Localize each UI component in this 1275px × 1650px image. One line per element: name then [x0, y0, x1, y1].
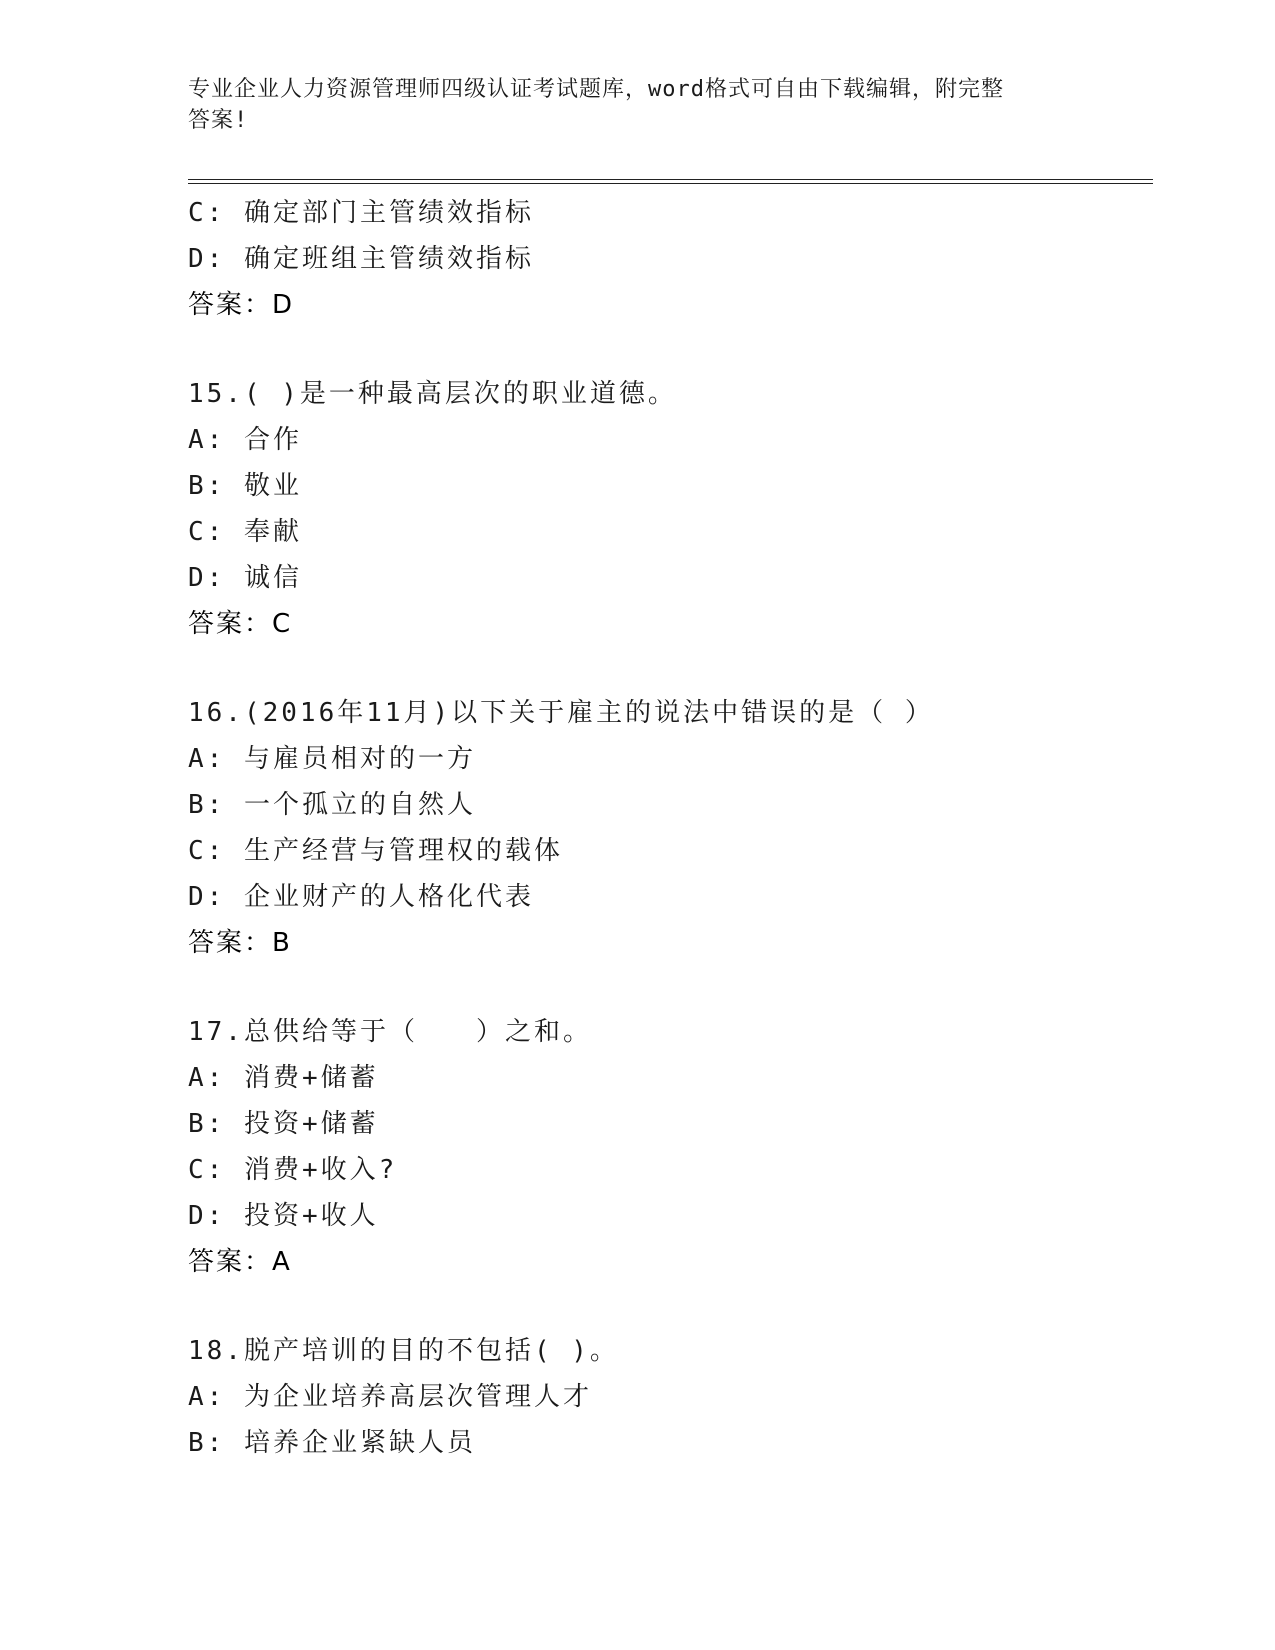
option-b: B: 敬业	[188, 471, 302, 501]
option-b: B: 培养企业紧缺人员	[188, 1428, 476, 1458]
option-c: C: 确定部门主管绩效指标	[188, 198, 534, 228]
answer: 答案：C	[188, 609, 293, 639]
spacer	[188, 328, 1148, 371]
question-stem: 16.(2016年11月)以下关于雇主的说法中错误的是（ ）	[188, 698, 934, 728]
answer: 答案：B	[188, 928, 292, 958]
question-15	[188, 371, 1148, 647]
option-a: A: 消费+储蓄	[188, 1063, 379, 1093]
option-d: D: 投资+收人	[188, 1201, 379, 1231]
option-a: A: 为企业培养高层次管理人才	[188, 1382, 592, 1412]
question-stem: 15.( )是一种最高层次的职业道德。	[188, 379, 677, 409]
header-title-line-1: 专业企业人力资源管理师四级认证考试题库，word格式可自由下载编辑，附完整	[188, 77, 1004, 102]
option-a: A: 与雇员相对的一方	[188, 744, 476, 774]
option-c: C: 奉献	[188, 517, 302, 547]
header-title-line-2: 答案!	[188, 108, 249, 133]
option-c: C: 消费+收入?	[188, 1155, 398, 1185]
question-stem: 18.脱产培训的目的不包括( )。	[188, 1336, 619, 1366]
option-c: C: 生产经营与管理权的载体	[188, 836, 563, 866]
answer: 答案：D	[188, 290, 295, 320]
option-d: D: 诚信	[188, 563, 302, 593]
question-17	[188, 1009, 1148, 1285]
answer: 答案：A	[188, 1247, 292, 1277]
option-a: A: 合作	[188, 425, 302, 455]
question-list	[188, 190, 1148, 1466]
option-d: D: 确定班组主管绩效指标	[188, 244, 534, 274]
question-stem: 17.总供给等于（ ）之和。	[188, 1017, 592, 1047]
question-18	[188, 1328, 1148, 1466]
spacer	[188, 1285, 1148, 1328]
option-d: D: 企业财产的人格化代表	[188, 882, 534, 912]
document-header	[188, 74, 1088, 136]
option-b: B: 一个孤立的自然人	[188, 790, 476, 820]
question-16	[188, 690, 1148, 966]
spacer	[188, 966, 1148, 1009]
header-divider-bottom	[188, 183, 1153, 184]
question-14-continued	[188, 190, 1148, 328]
option-b: B: 投资+储蓄	[188, 1109, 379, 1139]
header-divider-top	[188, 179, 1153, 180]
spacer	[188, 647, 1148, 690]
